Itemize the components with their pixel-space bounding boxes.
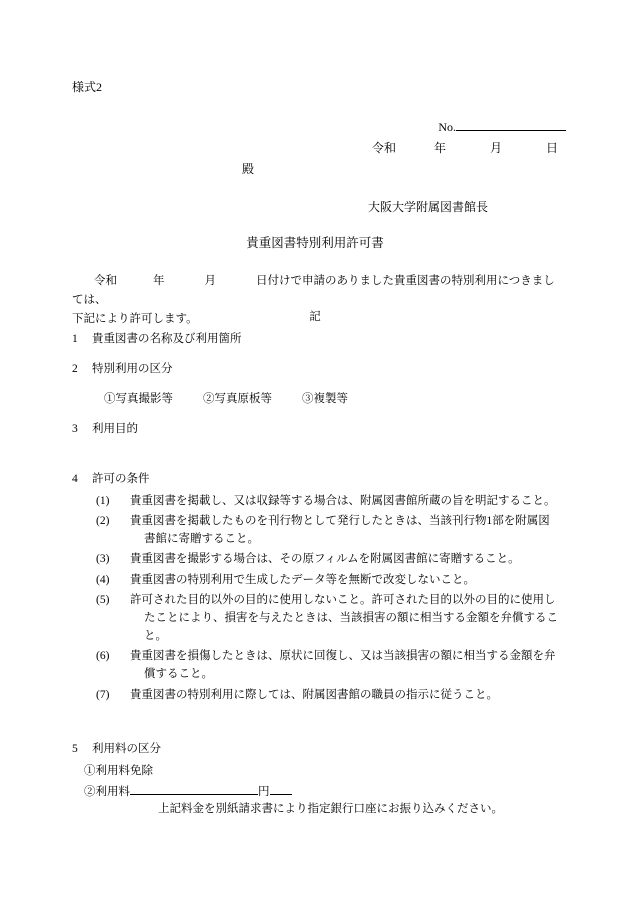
condition-item xyxy=(96,591,566,645)
fee-amount-blank[interactable] xyxy=(130,782,258,795)
usage-option-2[interactable]: ②写真原板等 xyxy=(203,393,272,405)
condition-text-line1: 貴重図書を損傷したときは、原状に回復し、又は当該損害の額に相当する金額を弁 xyxy=(130,650,556,663)
condition-text: 貴重図書の特別利用に際しては、附属図書館の職員の指示に従うこと。 xyxy=(130,688,498,701)
condition-text: 貴重図書の特別利用で生成したデータ等を無断で改変しないこと。 xyxy=(130,573,475,586)
lead-year-unit: 年 xyxy=(153,275,165,287)
condition-number: (5) xyxy=(96,593,110,606)
lead-text-2: 下記により許可します。 xyxy=(72,312,198,325)
ki-marker: 記 xyxy=(309,311,321,323)
condition-number: (7) xyxy=(96,688,110,701)
fee-yen-unit: 円 xyxy=(258,785,270,798)
issue-date-year-unit: 年 xyxy=(433,141,446,155)
issue-date-day-unit: 日 xyxy=(545,141,558,155)
section-4 xyxy=(72,470,150,488)
condition-text xyxy=(130,591,566,645)
fee-option-amount-label[interactable]: ②利用料 xyxy=(84,785,130,798)
section-3-title: 利用目的 xyxy=(92,423,138,435)
section-1-title: 貴重図書の名称及び利用箇所 xyxy=(92,333,242,345)
condition-text: 貴重図書を撮影する場合は、その原フィルムを附属図書館に寄贈すること。 xyxy=(130,553,520,566)
condition-item xyxy=(96,512,566,548)
condition-text-line2: 書館に寄贈すること。 xyxy=(144,533,259,546)
condition-item xyxy=(96,492,566,510)
issuer-name: 大阪大学附属図書館長 xyxy=(368,200,489,214)
usage-options xyxy=(104,390,348,406)
condition-text-line2: たことにより、損害を与えたときは、当該損害の額に相当する金額を弁償すること。 xyxy=(144,611,558,643)
fee-option-amount-row xyxy=(84,782,292,803)
condition-text-line2: 償すること。 xyxy=(144,668,213,681)
section-1 xyxy=(72,330,242,348)
section-3 xyxy=(72,420,138,438)
condition-number: (6) xyxy=(96,650,110,663)
condition-item xyxy=(96,550,566,568)
condition-item xyxy=(96,571,566,589)
condition-number: (4) xyxy=(96,573,110,586)
condition-number: (3) xyxy=(96,553,110,566)
usage-option-1[interactable]: ①写真撮影等 xyxy=(104,393,173,405)
addressee-honorific: 殿 xyxy=(242,162,255,176)
section-5 xyxy=(72,740,161,758)
form-number: 様式2 xyxy=(72,80,103,94)
issue-date-month-unit: 月 xyxy=(489,141,502,155)
section-1-number: 1 xyxy=(72,333,78,345)
section-2 xyxy=(72,360,173,378)
section-3-number: 3 xyxy=(72,423,78,435)
fee-payment-note: 上記料金を別紙請求書により指定銀行口座にお振り込みください。 xyxy=(158,803,503,815)
section-5-title: 利用料の区分 xyxy=(92,743,161,755)
condition-text xyxy=(130,512,566,548)
condition-text-line1: 許可された目的以外の目的に使用しないこと。許可された目的以外の目的に使用し xyxy=(130,593,556,606)
condition-item xyxy=(96,647,566,683)
no-field-line xyxy=(438,118,566,135)
fee-options xyxy=(84,762,292,802)
lead-text-1: 日付けで申請のありました貴重図書の特別利用につきましては、 xyxy=(72,275,555,306)
condition-number: (1) xyxy=(96,495,110,507)
fee-option-exempt[interactable]: ①利用料免除 xyxy=(84,765,153,777)
section-5-number: 5 xyxy=(72,743,78,755)
section-2-number: 2 xyxy=(72,363,78,375)
issue-date-line xyxy=(372,139,558,156)
condition-text: 貴重図書を掲載し、又は収録等する場合は、附属図書館所蔵の旨を明記すること。 xyxy=(130,495,556,507)
conditions-list xyxy=(96,492,566,706)
section-4-title: 許可の条件 xyxy=(92,473,150,485)
condition-text xyxy=(130,647,566,683)
no-label: No. xyxy=(438,120,456,134)
usage-option-3[interactable]: ③複製等 xyxy=(302,393,348,405)
condition-number: (2) xyxy=(96,515,110,528)
lead-month-unit: 月 xyxy=(204,275,216,287)
no-blank[interactable] xyxy=(456,118,566,131)
lead-era: 令和 xyxy=(94,275,117,287)
section-2-title: 特別利用の区分 xyxy=(92,363,173,375)
condition-text-line1: 貴重図書を掲載したものを刊行物として発行したときは、当該刊行物1部を附属図 xyxy=(130,515,550,528)
issue-date-era: 令和 xyxy=(371,141,396,155)
fee-yen-blank xyxy=(270,782,292,795)
condition-item xyxy=(96,686,566,704)
document-title: 貴重図書特別利用許可書 xyxy=(246,236,384,250)
section-4-number: 4 xyxy=(72,473,78,485)
